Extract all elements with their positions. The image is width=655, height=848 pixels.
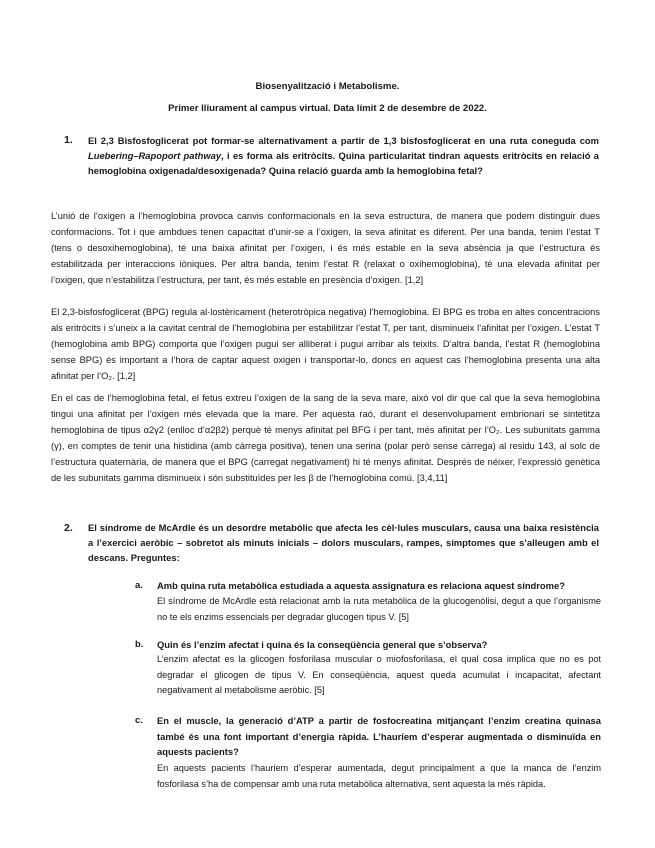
pathway-name: Luebering–Rapoport pathway <box>88 150 222 161</box>
subquestion-b-question: Quin és l’enzim afectat i quina és la conseqüència general que s’observa? <box>157 639 488 650</box>
question-1-text: El 2,3 Bisfosfoglicerat pot formar-se alternativament a partir de 1,3 bisfosfoglicerat en una ruta coneguda com Luebering–Rapoport pathway, i es forma als eritròcits. Quina particularitat tindran aquests eritròcits en relació a hemoglobina oxigenada/desoxigenada? Quina relació guarda amb la hemoglobina fetal? <box>88 135 599 176</box>
question-2-text: El síndrome de McArdle és un desordre metabòlic que afecta les cèl·lules musculars, causa una baixa resistència a l’exercici aeròbic – sobretot als minuts inicials – dolors musculars, rampes, símptomes que s’alleugen amb el descans. Preguntes: <box>88 522 599 563</box>
subquestion-c-answer: En aquests pacients l’hauriem d’esperar aumentada, degut principalment a que la manca de l’enzim fosforilasa s’ha de compensar amb una ruta metabòlica alternativa, sent aquesta la més ràpida. <box>157 763 601 789</box>
subquestion-c-letter: c. <box>135 714 143 725</box>
subquestion-a-letter: a. <box>135 579 143 590</box>
question-2-number: 2. <box>64 522 73 534</box>
subquestion-b-answer: L’enzim afectat es la glicogen fosforilasa muscular o miofosforilasa, el qual cosa implica que no es pot degradar el glicogen de tipus V. En conseqüència, aquest queda acumulat i incapacitat, afectant negativament al metabolisme aeròbic. [5] <box>157 654 601 695</box>
subquestion-c-question: En el muscle, la generació d’ATP a partir de fosfocreatina mitjançant l’enzim creatina quinasa també és una font important d’energia ràpida. L’hauríem d’esperar augmentada o disminuïda en aquests pacients? <box>157 715 601 757</box>
answer-1-paragraph-3: En el cas de l’hemoglobina fetal, el fetus extreu l’oxigen de la sang de la seva mare, això vol dir que cal que la seva hemoglobina tingui una afinitat per l’oxigen més elevada que la mare. Per aquesta raó, durant el desenvolupament embrionari se sintetitza hemoglobina de tipus α2γ2 (enlloc d’α2β2) perquè té menys afinitat pel BFG i per tant, més afinitat per l’O₂. Les subunitats gamma (γ), en comptes de tenir una histidina (amb càrrega positiva), tenen una serina (polar però sense càrrega) al residu 143, al solc de l’estructura quaternària, de manera que el BPG (carregat negativament) hi té menys afinitat. Després de néixer, l’expressió genètica de les subunitats gamma disminueix i són substituïdes per les β de l’hemoglobina comú. [3,4,11] <box>51 393 600 483</box>
answer-1-paragraph-2: El 2,3-bisfosfoglicerat (BPG) regula al·lostèricament (heterotròpica negativa) l’hemoglobina. El BPG es troba en altes concentracions als eritròcits i s’uneix a la cavitat central de l’hemoglobina per estabilitzar l’estat T, per tant, disminueix l’afinitat per l’oxigen. L’estat T (hemoglobina amb BPG) comporta que l’oxigen pugui ser alliberat i pugui arribar als teixits. D’altra banda, l’estat R (hemoglobina sense BPG) és important a l’hora de captar aquest oxigen i transportar-lo, doncs en aquest cas l’hemoglobina presenta una alta afinitat per l’O₂. [1,2] <box>51 307 600 381</box>
document-title: Biosenyalització i Metabolisme. <box>255 81 400 92</box>
answer-1-paragraph-1: L’unió de l’oxigen a l’hemoglobina provoca canvis conformacionals en la seva estructura, de manera que podem distinguir dues conformacions. Tot i que ambdues tenen capacitat d’unir-se a l’oxigen, la seva afinitat es diferent. Per una banda, tenim l’estat T (tens o desoxihemoglobina), té una baixa afinitat per l’oxigen, i és més estable en la seva absència ja que l’estructura és estabilitzada per interaccions iòniques. Per altra banda, tenim l’estat R (relaxat o oxihemoglobina), té una elevada afinitat per l’oxigen, que n’estabilitza l’estructura, per tant, és més estable en presència d’oxigen. [1,2] <box>51 211 600 285</box>
subquestion-a-question: Amb quina ruta metabòlica estudiada a aquesta assignatura es relaciona aquest síndrome? <box>157 580 565 591</box>
subquestion-b-letter: b. <box>135 638 144 649</box>
question-1-number: 1. <box>64 134 73 146</box>
subquestion-a-answer: El síndrome de McArdle està relacionat amb la ruta metabòlica de la glucogenòlisi, degut a que l’organisme no te els enzims essencials per degradar glucogen tipus V. [5] <box>157 596 601 622</box>
document-subtitle: Primer lliurament al campus virtual. Data límit 2 de desembre de 2022. <box>168 103 487 114</box>
